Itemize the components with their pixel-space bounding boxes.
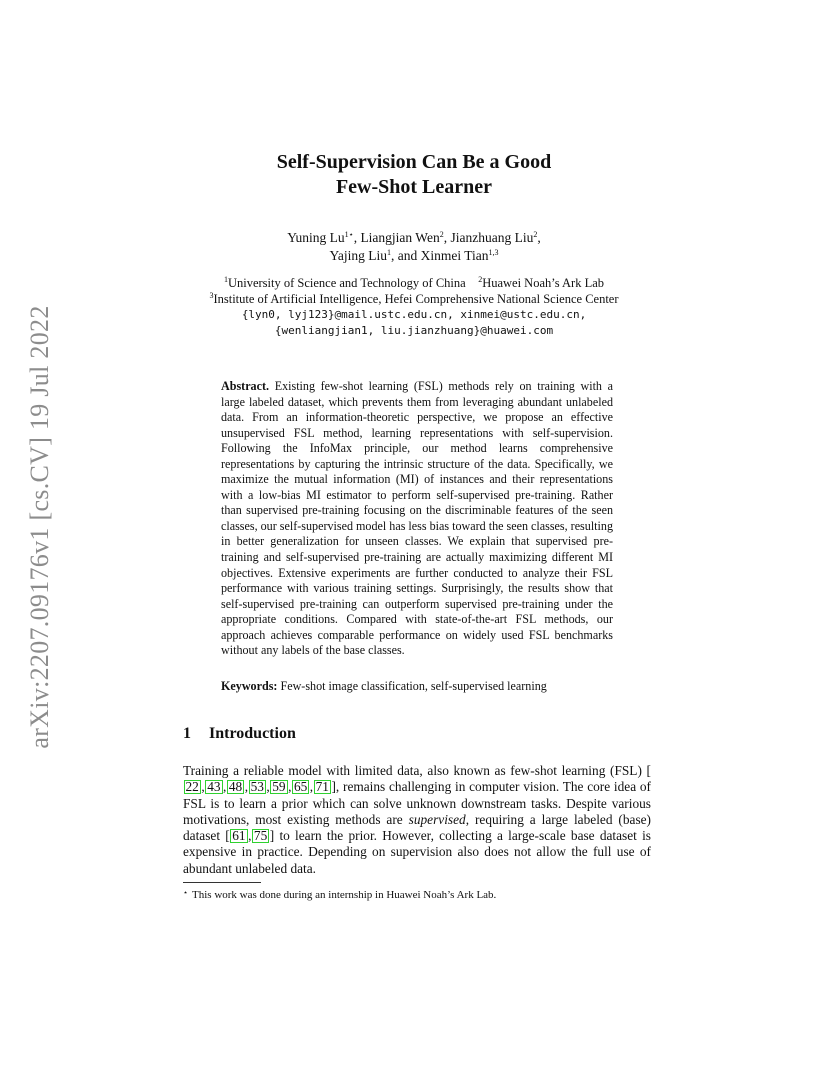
citation-link[interactable]: 65 [293, 779, 308, 795]
email-line-1: {lyn0, lyj123}@mail.ustc.edu.cn, xinmei@ustc.edu.cn, [241, 308, 587, 321]
citation-link[interactable]: 43 [207, 779, 221, 795]
intro-paragraph: Training a reliable model with limited data, also known as few-shot learning (FSL) [22 , 43 , 48 , 53 , 59 , 65 , 71 ], remains challenging in computer vision. The core idea of FSL is to learn a prior which can solve unknown downstream tasks. Despite various motivations, most existing methods are supervised, requiring a large labeled (base) dataset [ 61 , 75 ] to learn the prior. However, collecting a large-scale base dataset is expensive in practice. Depending on supervision also does not allow the full use of abundant unlabeled data. [183, 763, 652, 876]
affiliation-sup: 1 [223, 275, 228, 284]
author-list [0, 229, 828, 265]
intro-emphasis: supervised [408, 811, 466, 827]
affiliations [0, 275, 828, 339]
email-line-2: {wenliangjian1, liu.jianzhuang}@huawei.com [274, 324, 554, 337]
citation-link[interactable]: 48 [228, 779, 243, 795]
citation-link[interactable]: 71 [315, 779, 329, 795]
affiliation-text: Huawei Noah’s Ark Lab [482, 276, 605, 290]
author-name: Xinmei Tian [420, 248, 489, 263]
author-name: Yuning Lu [287, 230, 345, 245]
affiliation-line-2 [0, 291, 828, 307]
affiliation-sup: 3 [209, 291, 214, 300]
author-line-2: Yajing Liu$^1$, and Xinmei Tian$^{1,3}$ [329, 248, 499, 263]
intro-text: , requiring a large labeled (base) dataset [183, 811, 652, 844]
paper-title [0, 150, 828, 200]
author-sup: 1,3 [488, 248, 499, 257]
section-title: Introduction [209, 725, 296, 742]
title-line-2: Few-Shot Learner [335, 176, 493, 198]
author-name: Liangjian Wen [360, 230, 440, 245]
affiliation-sup: 2 [478, 275, 483, 284]
footnote-marker: ⋆ [183, 888, 189, 897]
intro-text: , remains challenging in computer vision. The core idea of FSL is to learn a prior which can solve unknown downstream tasks. Despite various motivations, most existing methods are [183, 779, 651, 827]
section-heading [183, 724, 296, 744]
citation-link[interactable]: 59 [272, 779, 286, 795]
abstract-label: Abstract. [221, 379, 270, 393]
intro-text: to learn the prior. However, collecting a large-scale base dataset is expensive in practice. Depending on supervision also does not allow the full use of abundant unlabeled data. [183, 828, 652, 876]
author-name: Yajing Liu [329, 248, 387, 263]
arxiv-stamp [20, 292, 60, 762]
arxiv-stamp-text: arXiv:2207.09176v1 [cs.CV] 19 Jul 2022 [25, 305, 54, 749]
keywords-label: Keywords: [221, 679, 278, 693]
keywords [221, 679, 613, 695]
footnote-text: This work was done during an internship in Huawei Noah’s Ark Lab. [192, 889, 497, 901]
author-sup: 1⋆ [344, 230, 354, 239]
footnote [183, 886, 651, 902]
keywords-text: Few-shot image classification, self-supervised learning [280, 679, 547, 693]
author-and: and [397, 248, 418, 263]
footnote-rule [183, 882, 261, 883]
intro-text: Training a reliable model with limited data, also known as few-shot learning (FSL) [183, 763, 642, 778]
author-sup: 2 [439, 230, 444, 239]
abstract [221, 379, 613, 659]
affiliation-text: University of Science and Technology of China [227, 276, 466, 290]
citation-link[interactable]: 22 [185, 779, 199, 795]
author-line-1: Yuning $Lu^{1⋆}$, Liangjian Wen$^2$, Jianzhuang Liu$^2$, [287, 230, 541, 245]
author-name: Jianzhuang Liu [450, 230, 534, 245]
author-sup: 1 [387, 248, 391, 257]
affiliation-text: Institute of Artificial Intelligence, Hefei Comprehensive National Science Center [213, 292, 619, 306]
citation-link[interactable]: 61 [232, 828, 246, 844]
affiliation-line-1 [0, 275, 828, 291]
title-line-1: Self-Supervision Can Be a Good [276, 151, 552, 173]
author-sup: 2 [533, 230, 538, 239]
citation-link[interactable]: 53 [250, 779, 264, 795]
citation-link[interactable]: 75 [253, 828, 268, 844]
section-number: 1 [183, 725, 191, 742]
abstract-text: Existing few-shot learning (FSL) methods rely on training with a large labeled dataset, which prevents them from leveraging abundant unlabeled data. From an information-theoretic perspective, we propose an effective unsupervised FSL method, learning representations with self-supervision. Following the InfoMax principle, our method learns comprehensive representations by capturing the intrinsic structure of the data. Specifically, we maximize the mutual information (MI) of instances and their representations with a low-bias MI estimator to perform self-supervised pre-training. Rather than supervised pre-training focusing on the discriminable features of the seen classes, our self-supervised model has less bias toward the seen classes, resulting in better generalization for unseen classes. We explain that supervised pre-training and self-supervised pre-training are actually maximizing different MI objectives. Extensive experiments are further conducted to analyze their FSL performance with various training settings. Surprisingly, the results show that self-supervised pre-training can outperform supervised pre-training under the appropriate conditions. Compared with state-of-the-art FSL methods, our approach achieves comparable performance on widely used FSL benchmarks without any labels of the base classes. [221, 379, 613, 658]
